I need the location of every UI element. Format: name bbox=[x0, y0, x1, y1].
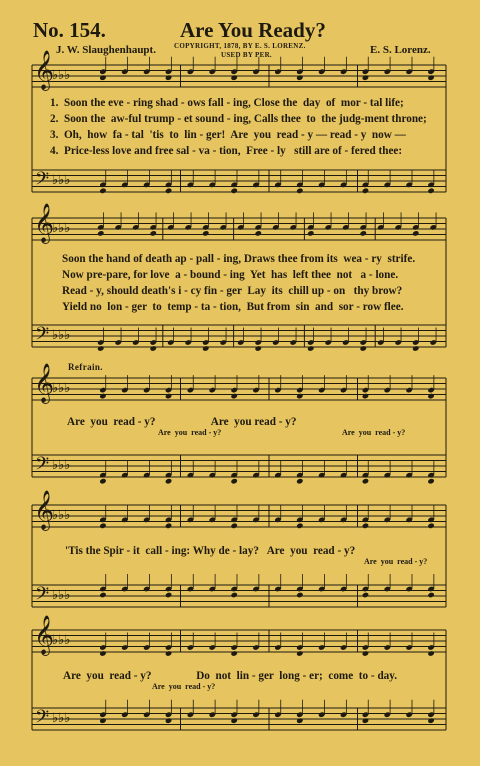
key-signature-icon: ♭♭♭ bbox=[52, 588, 71, 603]
note-head bbox=[165, 650, 172, 656]
bass-clef-icon: 𝄢 bbox=[35, 707, 50, 732]
treble-clef-icon: 𝄞 bbox=[34, 50, 55, 90]
hymn-title: Are You Ready? bbox=[180, 18, 326, 42]
note-head bbox=[360, 345, 367, 351]
refrain-echo-3: Are you read - y? bbox=[152, 682, 216, 691]
bass-clef-icon: 𝄢 bbox=[35, 454, 50, 479]
key-signature-icon: ♭♭♭ bbox=[52, 68, 71, 83]
note-head bbox=[230, 393, 237, 399]
note-head bbox=[362, 393, 369, 399]
note-head bbox=[412, 230, 419, 236]
note-head bbox=[99, 592, 106, 598]
bass-clef-icon: 𝄢 bbox=[35, 169, 50, 194]
verse-4-line-b: Yield no lon - ger to temp - ta - tion, But from sin and sor - row flee. bbox=[62, 301, 404, 313]
note-head bbox=[296, 717, 303, 723]
refrain-label: Refrain. bbox=[68, 362, 103, 372]
note-head bbox=[427, 717, 434, 723]
verse-3-line-a: 3. Oh, how fa - tal 'tis to lin - ger! Are you read - y — read - y now — bbox=[50, 129, 406, 141]
verse-2-line-b: Now pre-pare, for love a - bound - ing Yet has left thee not a - lone. bbox=[62, 269, 399, 281]
refrain-line-1: Are you read - y? Are you read - y? bbox=[67, 416, 297, 428]
key-signature-icon: ♭♭♭ bbox=[52, 458, 71, 473]
treble-clef-icon: 𝄞 bbox=[34, 363, 55, 403]
verse-1-line-a: 1. Soon the eve - ring shad - ows fall - ing, Close the day of mor - tal life; bbox=[50, 97, 404, 109]
permission-notice: USED BY PER. bbox=[221, 51, 272, 59]
note-head bbox=[362, 188, 369, 194]
note-head bbox=[412, 345, 419, 351]
note-head bbox=[362, 717, 369, 723]
key-signature-icon: ♭♭♭ bbox=[52, 221, 71, 236]
note-head bbox=[165, 717, 172, 723]
bass-clef-icon: 𝄢 bbox=[35, 584, 50, 609]
note-head bbox=[296, 523, 303, 529]
note-head bbox=[362, 650, 369, 656]
note-head bbox=[165, 393, 172, 399]
verse-2-line-a: 2. Soon the aw-ful trump - et sound - ing, Calls thee to the judg-ment throne; bbox=[50, 113, 427, 125]
treble-clef-icon: 𝄞 bbox=[34, 490, 55, 530]
note-head bbox=[427, 393, 434, 399]
note-head bbox=[202, 345, 209, 351]
composer-credit: E. S. Lorenz. bbox=[370, 44, 431, 56]
note-head bbox=[296, 650, 303, 656]
refrain-echo-2: Are you read - y? bbox=[364, 557, 428, 566]
note-head bbox=[97, 230, 104, 236]
note-head bbox=[255, 345, 262, 351]
note-head bbox=[165, 478, 172, 484]
note-head bbox=[427, 650, 434, 656]
note-head bbox=[230, 74, 237, 80]
note-head bbox=[230, 592, 237, 598]
note-head bbox=[362, 592, 369, 598]
lyricist-credit: J. W. Slaughenhaupt. bbox=[56, 44, 156, 56]
note-head bbox=[362, 74, 369, 80]
note-head bbox=[150, 230, 157, 236]
note-head bbox=[296, 393, 303, 399]
note-head bbox=[99, 74, 106, 80]
verse-4-line-a: 4. Price-less love and free sal - va - tion, Free - ly still are of - fered thee: bbox=[50, 145, 403, 157]
note-head bbox=[150, 345, 157, 351]
note-head bbox=[296, 478, 303, 484]
treble-clef-icon: 𝄞 bbox=[34, 615, 55, 655]
note-head bbox=[99, 717, 106, 723]
note-head bbox=[427, 74, 434, 80]
note-head bbox=[427, 478, 434, 484]
note-head bbox=[202, 230, 209, 236]
key-signature-icon: ♭♭♭ bbox=[52, 711, 71, 726]
key-signature-icon: ♭♭♭ bbox=[52, 633, 71, 648]
note-head bbox=[165, 188, 172, 194]
note-head bbox=[296, 592, 303, 598]
key-signature-icon: ♭♭♭ bbox=[52, 508, 71, 523]
note-head bbox=[230, 188, 237, 194]
note-head bbox=[362, 478, 369, 484]
refrain-echo-1b: Are you read - y? bbox=[342, 428, 406, 437]
note-head bbox=[230, 478, 237, 484]
key-signature-icon: ♭♭♭ bbox=[52, 173, 71, 188]
note-head bbox=[296, 74, 303, 80]
verse-1-line-b: Soon the hand of death ap - pall - ing, Draws thee from its wea - ry strife. bbox=[62, 253, 416, 265]
note-head bbox=[296, 188, 303, 194]
key-signature-icon: ♭♭♭ bbox=[52, 328, 71, 343]
copyright-notice: COPYRIGHT, 1878, BY E. S. LORENZ. bbox=[174, 42, 306, 50]
key-signature-icon: ♭♭♭ bbox=[52, 381, 71, 396]
note-head bbox=[307, 345, 314, 351]
note-head bbox=[230, 523, 237, 529]
note-head bbox=[427, 523, 434, 529]
hymn-number: No. 154. bbox=[33, 18, 106, 42]
note-head bbox=[427, 592, 434, 598]
refrain-line-2: 'Tis the Spir - it call - ing: Why de - lay? Are you read - y? bbox=[65, 545, 356, 557]
note-head bbox=[97, 345, 104, 351]
refrain-line-3: Are you read - y? Do not lin - ger long - er; come to - day. bbox=[63, 670, 398, 682]
note-head bbox=[99, 523, 106, 529]
note-head bbox=[99, 393, 106, 399]
note-head bbox=[230, 717, 237, 723]
verse-3-line-b: Read - y, should death's i - cy fin - ger Lay its chill up - on thy brow? bbox=[62, 285, 403, 297]
note-head bbox=[165, 592, 172, 598]
note-head bbox=[360, 230, 367, 236]
treble-clef-icon: 𝄞 bbox=[34, 203, 55, 243]
note-head bbox=[165, 523, 172, 529]
note-head bbox=[165, 74, 172, 80]
note-head bbox=[307, 230, 314, 236]
note-head bbox=[230, 650, 237, 656]
note-head bbox=[99, 478, 106, 484]
note-head bbox=[99, 650, 106, 656]
note-head bbox=[362, 523, 369, 529]
refrain-echo-1a: Are you read - y? bbox=[158, 428, 222, 437]
bass-clef-icon: 𝄢 bbox=[35, 324, 50, 349]
note-head bbox=[427, 188, 434, 194]
note-head bbox=[255, 230, 262, 236]
note-head bbox=[99, 188, 106, 194]
